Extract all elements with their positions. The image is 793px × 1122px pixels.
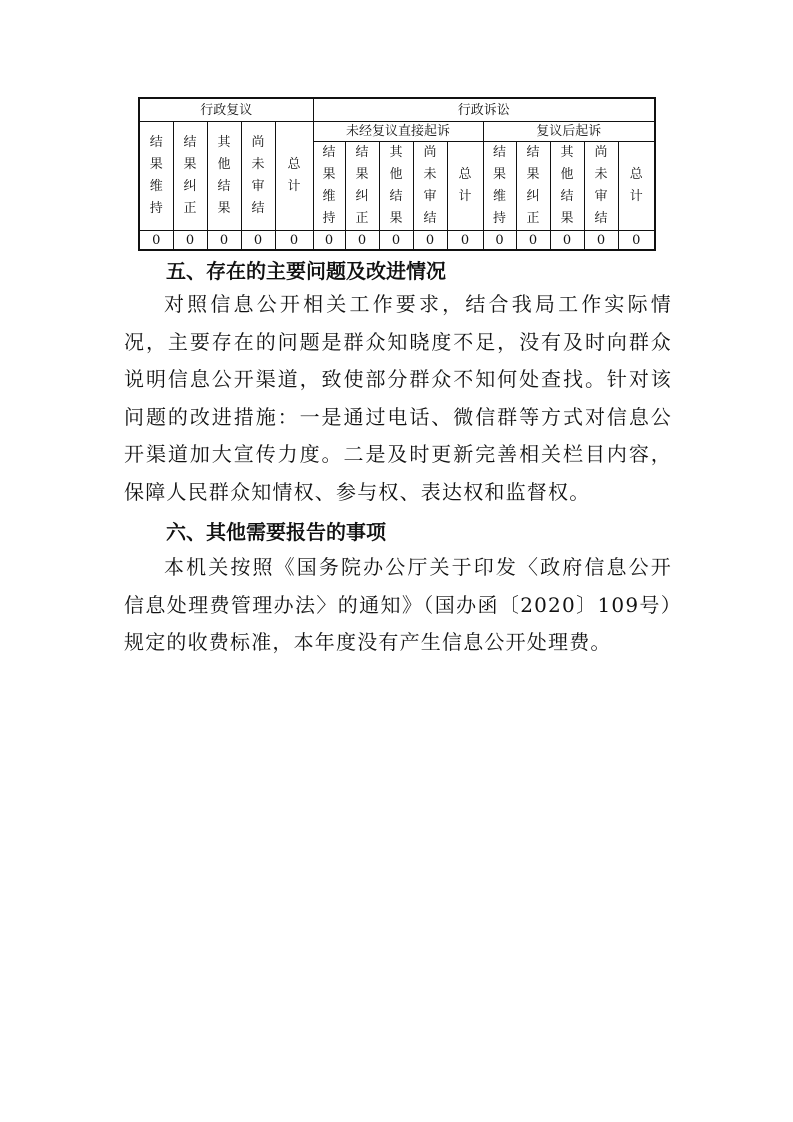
table-cell: 0 [618,231,655,251]
table-cell: 0 [379,231,413,251]
col-header-direct-other: 其他结果 [379,142,413,231]
section-6-body: 本机关按照《国务院办公厅关于印发〈政府信息公开信息处理费管理办法〉的通知》（国办函〔2020〕109号）规定的收费标准，本年度没有产生信息公开处理费。 [124,555,672,654]
table-cell: 0 [413,231,447,251]
col-header-review-maintain: 结果维持 [139,122,173,231]
section-6-heading: 六、其他需要报告的事项 [166,520,386,544]
col-header-review-pending: 尚未审结 [241,122,275,231]
table-cell: 0 [313,231,345,251]
col-header-direct-correct: 结果纠正 [345,142,379,231]
col-header-after-correct: 结果纠正 [516,142,550,231]
stats-table [138,97,656,251]
col-header-review-correct: 结果纠正 [173,122,207,231]
table-cell: 0 [345,231,379,251]
col-header-after-pending: 尚未审结 [584,142,618,231]
subheader-direct-suit: 未经复议直接起诉 [313,122,483,142]
group-header-litigation: 行政诉讼 [313,98,655,122]
table-cell: 0 [241,231,275,251]
table-cell: 0 [483,231,516,251]
section-5-heading: 五、存在的主要问题及改进情况 [166,259,446,283]
col-header-direct-pending: 尚未审结 [413,142,447,231]
subheader-after-review-suit: 复议后起诉 [483,122,655,142]
col-header-review-other: 其他结果 [207,122,241,231]
table-cell: 0 [550,231,584,251]
col-header-after-other: 其他结果 [550,142,584,231]
section-5-body: 对照信息公开相关工作要求，结合我局工作实际情况，主要存在的问题是群众知晓度不足，没有及时向群众说明信息公开渠道，致使部分群众不知何处查找。针对该问题的改进措施：一是通过电话、微信群等方式对信息公开渠道加大宣传力度。二是及时更新完善相关栏目内容，保障人民群众知情权、参与权、表达权和监督权。 [124,292,672,504]
col-header-review-total: 总计 [275,122,313,231]
col-header-after-maintain: 结果维持 [483,142,516,231]
table-cell: 0 [447,231,483,251]
group-header-review: 行政复议 [139,98,313,122]
col-header-direct-maintain: 结果维持 [313,142,345,231]
table-cell: 0 [584,231,618,251]
table-cell: 0 [207,231,241,251]
table-cell: 0 [516,231,550,251]
col-header-direct-total: 总计 [447,142,483,231]
col-header-after-total: 总计 [618,142,655,231]
table-cell: 0 [173,231,207,251]
table-cell: 0 [139,231,173,251]
table-cell: 0 [275,231,313,251]
